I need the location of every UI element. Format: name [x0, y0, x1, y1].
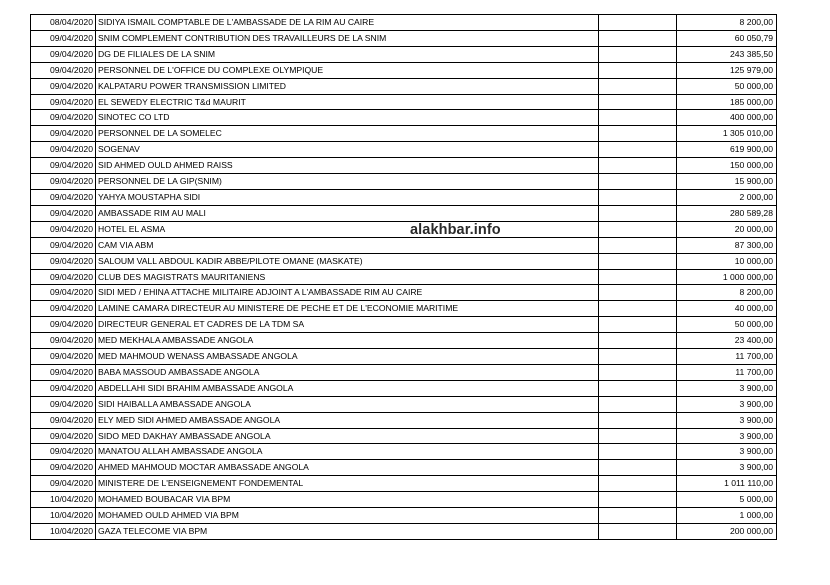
- row-amount: 23 400,00: [677, 333, 777, 349]
- row-blank-cell: [599, 62, 677, 78]
- table-row: [31, 364, 777, 380]
- row-date: 09/04/2020: [31, 78, 96, 94]
- row-date: 09/04/2020: [31, 364, 96, 380]
- row-blank-cell: [599, 30, 677, 46]
- row-blank-cell: [599, 94, 677, 110]
- table-row: [31, 110, 777, 126]
- row-blank-cell: [599, 189, 677, 205]
- row-description: SNIM COMPLEMENT CONTRIBUTION DES TRAVAILLEURS DE LA SNIM: [96, 30, 599, 46]
- row-amount: 3 900,00: [677, 380, 777, 396]
- row-blank-cell: [599, 333, 677, 349]
- table-row: [31, 412, 777, 428]
- row-amount: 20 000,00: [677, 221, 777, 237]
- row-description: SALOUM VALL ABDOUL KADIR ABBE/PILOTE OMANE (MASKATE): [96, 253, 599, 269]
- row-blank-cell: [599, 78, 677, 94]
- row-amount: 1 000,00: [677, 508, 777, 524]
- table-row: [31, 158, 777, 174]
- table-row: [31, 460, 777, 476]
- table-row: [31, 317, 777, 333]
- row-amount: 87 300,00: [677, 237, 777, 253]
- row-date: 09/04/2020: [31, 333, 96, 349]
- row-blank-cell: [599, 301, 677, 317]
- row-blank-cell: [599, 158, 677, 174]
- row-date: 09/04/2020: [31, 126, 96, 142]
- table-row: [31, 205, 777, 221]
- table-row: [31, 30, 777, 46]
- row-description: MOHAMED BOUBACAR VIA BPM: [96, 492, 599, 508]
- row-date: 09/04/2020: [31, 428, 96, 444]
- row-description: DIRECTEUR GENERAL ET CADRES DE LA TDM SA: [96, 317, 599, 333]
- row-amount: 40 000,00: [677, 301, 777, 317]
- row-blank-cell: [599, 285, 677, 301]
- row-amount: 185 000,00: [677, 94, 777, 110]
- row-amount: 3 900,00: [677, 444, 777, 460]
- row-amount: 125 979,00: [677, 62, 777, 78]
- row-blank-cell: [599, 269, 677, 285]
- row-date: 09/04/2020: [31, 396, 96, 412]
- row-amount: 200 000,00: [677, 524, 777, 540]
- row-date: 09/04/2020: [31, 476, 96, 492]
- row-date: 09/04/2020: [31, 269, 96, 285]
- row-description: AMBASSADE RIM AU MALI: [96, 205, 599, 221]
- table-row: [31, 78, 777, 94]
- row-description: SOGENAV: [96, 142, 599, 158]
- row-date: 09/04/2020: [31, 110, 96, 126]
- row-description: LAMINE CAMARA DIRECTEUR AU MINISTERE DE PECHE ET DE L'ECONOMIE MARITIME: [96, 301, 599, 317]
- row-blank-cell: [599, 444, 677, 460]
- row-blank-cell: [599, 508, 677, 524]
- row-blank-cell: [599, 412, 677, 428]
- row-amount: 280 589,28: [677, 205, 777, 221]
- row-amount: 3 900,00: [677, 412, 777, 428]
- row-blank-cell: [599, 364, 677, 380]
- row-blank-cell: [599, 126, 677, 142]
- row-blank-cell: [599, 110, 677, 126]
- row-amount: 10 000,00: [677, 253, 777, 269]
- row-blank-cell: [599, 205, 677, 221]
- table-row: [31, 189, 777, 205]
- row-date: 09/04/2020: [31, 349, 96, 365]
- row-blank-cell: [599, 142, 677, 158]
- row-amount: 5 000,00: [677, 492, 777, 508]
- row-blank-cell: [599, 253, 677, 269]
- row-amount: 8 200,00: [677, 285, 777, 301]
- table-row: [31, 444, 777, 460]
- row-description: CAM VIA ABM: [96, 237, 599, 253]
- table-row: [31, 380, 777, 396]
- row-date: 09/04/2020: [31, 444, 96, 460]
- table-row: [31, 476, 777, 492]
- row-date: 09/04/2020: [31, 317, 96, 333]
- row-date: 10/04/2020: [31, 524, 96, 540]
- table-row: [31, 15, 777, 31]
- table-row: [31, 333, 777, 349]
- row-amount: 3 900,00: [677, 396, 777, 412]
- row-blank-cell: [599, 492, 677, 508]
- row-blank-cell: [599, 174, 677, 190]
- row-blank-cell: [599, 15, 677, 31]
- table-row: [31, 508, 777, 524]
- row-description: SID AHMED OULD AHMED RAISS: [96, 158, 599, 174]
- row-amount: 50 000,00: [677, 317, 777, 333]
- table-row: [31, 349, 777, 365]
- row-description: CLUB DES MAGISTRATS MAURITANIENS: [96, 269, 599, 285]
- row-date: 08/04/2020: [31, 15, 96, 31]
- row-date: 09/04/2020: [31, 285, 96, 301]
- row-date: 09/04/2020: [31, 301, 96, 317]
- table-row: [31, 221, 777, 237]
- row-description: YAHYA MOUSTAPHA SIDI: [96, 189, 599, 205]
- row-amount: 3 900,00: [677, 428, 777, 444]
- table-row: [31, 253, 777, 269]
- row-date: 09/04/2020: [31, 30, 96, 46]
- row-description: MED MEKHALA AMBASSADE ANGOLA: [96, 333, 599, 349]
- row-blank-cell: [599, 317, 677, 333]
- table-row: [31, 301, 777, 317]
- row-date: 09/04/2020: [31, 237, 96, 253]
- table-row: [31, 237, 777, 253]
- row-blank-cell: [599, 460, 677, 476]
- row-blank-cell: [599, 396, 677, 412]
- table-row: [31, 396, 777, 412]
- row-date: 09/04/2020: [31, 46, 96, 62]
- row-description: SIDI HAIBALLA AMBASSADE ANGOLA: [96, 396, 599, 412]
- row-date: 10/04/2020: [31, 508, 96, 524]
- row-amount: 11 700,00: [677, 349, 777, 365]
- table-row: [31, 492, 777, 508]
- row-date: 09/04/2020: [31, 460, 96, 476]
- row-description: HOTEL EL ASMA: [96, 221, 599, 237]
- row-description: SINOTEC CO LTD: [96, 110, 599, 126]
- transactions-table: [30, 14, 777, 540]
- row-blank-cell: [599, 46, 677, 62]
- row-blank-cell: [599, 476, 677, 492]
- table-row: [31, 524, 777, 540]
- row-description: EL SEWEDY ELECTRIC T&d MAURIT: [96, 94, 599, 110]
- row-amount: 1 305 010,00: [677, 126, 777, 142]
- row-description: AHMED MAHMOUD MOCTAR AMBASSADE ANGOLA: [96, 460, 599, 476]
- row-date: 09/04/2020: [31, 253, 96, 269]
- row-description: PERSONNEL DE LA GIP(SNIM): [96, 174, 599, 190]
- row-date: 09/04/2020: [31, 221, 96, 237]
- row-description: ELY MED SIDI AHMED AMBASSADE ANGOLA: [96, 412, 599, 428]
- row-date: 09/04/2020: [31, 189, 96, 205]
- row-description: KALPATARU POWER TRANSMISSION LIMITED: [96, 78, 599, 94]
- row-blank-cell: [599, 524, 677, 540]
- row-description: SIDIYA ISMAIL COMPTABLE DE L'AMBASSADE DE LA RIM AU CAIRE: [96, 15, 599, 31]
- row-description: ABDELLAHI SIDI BRAHIM AMBASSADE ANGOLA: [96, 380, 599, 396]
- table-row: [31, 46, 777, 62]
- row-date: 09/04/2020: [31, 94, 96, 110]
- row-description: DG DE FILIALES DE LA SNIM: [96, 46, 599, 62]
- row-amount: 15 900,00: [677, 174, 777, 190]
- row-blank-cell: [599, 237, 677, 253]
- row-date: 09/04/2020: [31, 62, 96, 78]
- row-blank-cell: [599, 380, 677, 396]
- row-amount: 50 000,00: [677, 78, 777, 94]
- table-row: [31, 62, 777, 78]
- row-amount: 60 050,79: [677, 30, 777, 46]
- table-row: [31, 428, 777, 444]
- table-row: [31, 269, 777, 285]
- row-description: PERSONNEL DE L'OFFICE DU COMPLEXE OLYMPIQUE: [96, 62, 599, 78]
- watermark: alakhbar.info: [410, 222, 501, 238]
- row-description: SIDI MED / EHINA ATTACHE MILITAIRE ADJOINT A L'AMBASSADE RIM AU CAIRE: [96, 285, 599, 301]
- row-amount: 11 700,00: [677, 364, 777, 380]
- row-description: BABA MASSOUD AMBASSADE ANGOLA: [96, 364, 599, 380]
- row-amount: 1 000 000,00: [677, 269, 777, 285]
- row-description: MANATOU ALLAH AMBASSADE ANGOLA: [96, 444, 599, 460]
- row-blank-cell: [599, 221, 677, 237]
- row-amount: 400 000,00: [677, 110, 777, 126]
- row-date: 09/04/2020: [31, 142, 96, 158]
- row-blank-cell: [599, 349, 677, 365]
- row-amount: 150 000,00: [677, 158, 777, 174]
- row-date: 09/04/2020: [31, 380, 96, 396]
- row-amount: 2 000,00: [677, 189, 777, 205]
- row-description: PERSONNEL DE LA SOMELEC: [96, 126, 599, 142]
- table-row: [31, 285, 777, 301]
- row-description: MINISTERE DE L'ENSEIGNEMENT FONDEMENTAL: [96, 476, 599, 492]
- row-description: SIDO MED DAKHAY AMBASSADE ANGOLA: [96, 428, 599, 444]
- row-date: 09/04/2020: [31, 174, 96, 190]
- row-amount: 1 011 110,00: [677, 476, 777, 492]
- table-row: [31, 174, 777, 190]
- row-date: 10/04/2020: [31, 492, 96, 508]
- row-amount: 3 900,00: [677, 460, 777, 476]
- row-date: 09/04/2020: [31, 412, 96, 428]
- row-blank-cell: [599, 428, 677, 444]
- row-amount: 243 385,50: [677, 46, 777, 62]
- table-row: [31, 126, 777, 142]
- row-amount: 8 200,00: [677, 15, 777, 31]
- table-row: [31, 94, 777, 110]
- row-description: GAZA TELECOME VIA BPM: [96, 524, 599, 540]
- row-amount: 619 900,00: [677, 142, 777, 158]
- row-description: MED MAHMOUD WENASS AMBASSADE ANGOLA: [96, 349, 599, 365]
- row-description: MOHAMED OULD AHMED VIA BPM: [96, 508, 599, 524]
- row-date: 09/04/2020: [31, 205, 96, 221]
- table-row: [31, 142, 777, 158]
- transactions-body: [31, 15, 777, 540]
- row-date: 09/04/2020: [31, 158, 96, 174]
